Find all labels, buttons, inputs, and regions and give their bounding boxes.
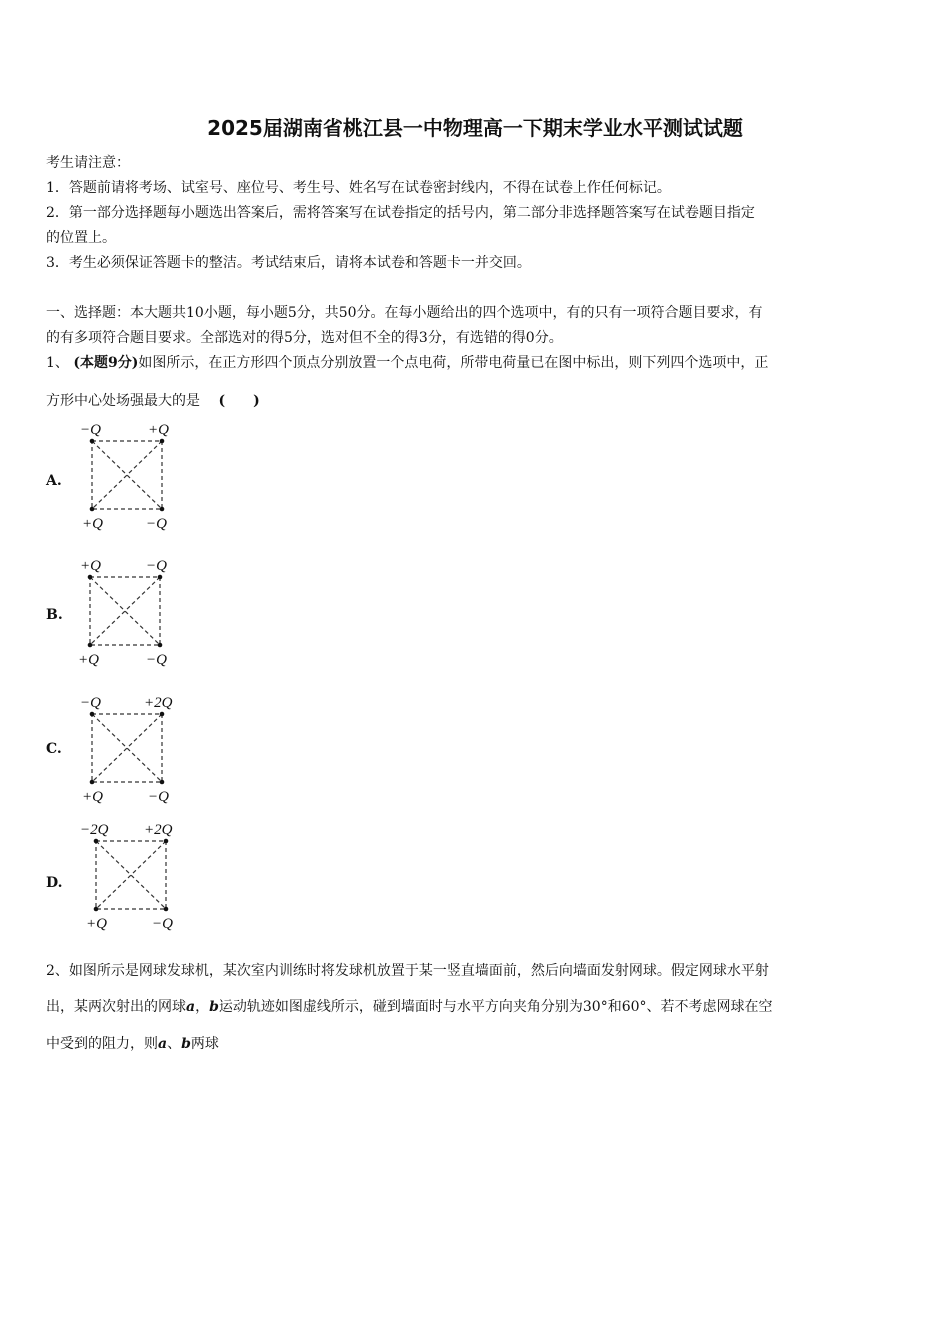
question-2-text-3a: 中受到的阻力，则 <box>46 1036 158 1052</box>
charge-dot-tr <box>158 575 163 580</box>
charge-label-bl: +Q <box>86 916 107 932</box>
charge-dot-bl <box>90 507 95 512</box>
option-b-figure <box>72 556 192 676</box>
charge-dot-tl <box>90 439 95 444</box>
square-diagram <box>92 714 162 782</box>
option-d-figure <box>72 820 192 940</box>
charge-label-tl: −Q <box>80 422 101 438</box>
var-b: b <box>181 1036 191 1052</box>
notice-heading: 考生请注意： <box>46 155 130 171</box>
charge-label-tl: −2Q <box>80 822 109 838</box>
notice-item-3: 3．考生必须保证答题卡的整洁。考试结束后，请将本试卷和答题卡一并交回。 <box>46 255 531 271</box>
charge-label-tr: −Q <box>146 558 167 574</box>
charge-label-tr: +2Q <box>144 695 173 711</box>
question-1-score: (本题9分) <box>73 355 139 371</box>
var-b: b <box>209 999 219 1015</box>
charge-label-tr: +2Q <box>144 822 173 838</box>
charge-label-tl: +Q <box>80 558 101 574</box>
charge-label-br: −Q <box>146 516 167 532</box>
option-d-label[interactable]: D. <box>46 875 63 891</box>
charge-label-tr: +Q <box>148 422 169 438</box>
notice-item-2: 2．第一部分选择题每小题选出答案后，需将答案写在试卷指定的括号内，第二部分非选择题答案写在试卷题目指定 <box>46 205 755 221</box>
answer-blank: ( ) <box>218 393 260 409</box>
question-1-text-2: 方形中心处场强最大的是 <box>46 393 200 409</box>
square-diagram <box>96 841 166 909</box>
charge-label-bl: +Q <box>78 652 99 668</box>
question-2-text-2a: 出，某两次射出的网球 <box>46 999 186 1015</box>
notice-item-1: 1．答题前请将考场、试室号、座位号、考生号、姓名写在试卷密封线内，不得在试卷上作任何标记。 <box>46 180 671 196</box>
charge-dot-bl <box>94 907 99 912</box>
question-2-line-2 <box>46 996 773 1016</box>
question-2-line-1: 2、如图所示是网球发球机，某次室内训练时将发球机放置于某一竖直墙面前，然后向墙面发射网球。假定网球水平射 <box>46 963 769 979</box>
charge-label-br: −Q <box>152 916 173 932</box>
question-2-line-3 <box>46 1033 219 1053</box>
section1-instructions-2: 的有多项符合题目要求。全部选对的得5分，选对但不全的得3分，有选错的得0分。 <box>46 330 563 346</box>
var-a: a <box>158 1036 168 1052</box>
charge-label-br: −Q <box>148 789 169 805</box>
separator: ， <box>195 999 210 1015</box>
charge-dot-br <box>160 507 165 512</box>
section1-instructions-1: 一、选择题：本大题共10小题，每小题5分，共50分。在每小题给出的四个选项中，有的只有一项符合题目要求，有 <box>46 305 763 321</box>
charge-label-tl: −Q <box>80 695 101 711</box>
square-diagram <box>90 577 160 645</box>
question-1-line-2 <box>46 390 260 410</box>
charge-dot-tl <box>90 712 95 717</box>
question-2-text-3b: 两球 <box>190 1036 219 1052</box>
charge-dot-tr <box>160 439 165 444</box>
option-b-label[interactable]: B. <box>46 607 63 623</box>
separator: 、 <box>167 1036 182 1052</box>
charge-dot-tr <box>160 712 165 717</box>
charge-dot-tl <box>94 839 99 844</box>
charge-dot-br <box>160 780 165 785</box>
charge-dot-br <box>158 643 163 648</box>
charge-dot-tl <box>88 575 93 580</box>
option-c-figure <box>72 692 192 812</box>
option-a-label[interactable]: A. <box>46 473 62 489</box>
var-a: a <box>186 999 196 1015</box>
charge-dot-bl <box>90 780 95 785</box>
notice-item-2-cont: 的位置上。 <box>46 230 116 246</box>
charge-label-bl: +Q <box>82 789 103 805</box>
question-2-text-2b: 运动轨迹如图虚线所示，碰到墙面时与水平方向夹角分别为30°和60°、若不考虑网球在空 <box>218 999 773 1015</box>
option-c-label[interactable]: C. <box>46 741 62 757</box>
charge-label-bl: +Q <box>82 516 103 532</box>
page-title: 2025届湖南省桃江县一中物理高一下期末学业水平测试试题 <box>207 116 743 140</box>
square-diagram <box>92 441 162 509</box>
question-1-line-1 <box>46 352 768 372</box>
question-1-number: 1、 <box>46 355 69 371</box>
charge-dot-bl <box>88 643 93 648</box>
charge-label-br: −Q <box>146 652 167 668</box>
question-1-text-1: 如图所示，在正方形四个顶点分别放置一个点电荷，所带电荷量已在图中标出，则下列四个选项中，正 <box>138 355 769 371</box>
charge-dot-br <box>164 907 169 912</box>
charge-dot-tr <box>164 839 169 844</box>
option-a-figure <box>72 420 192 540</box>
